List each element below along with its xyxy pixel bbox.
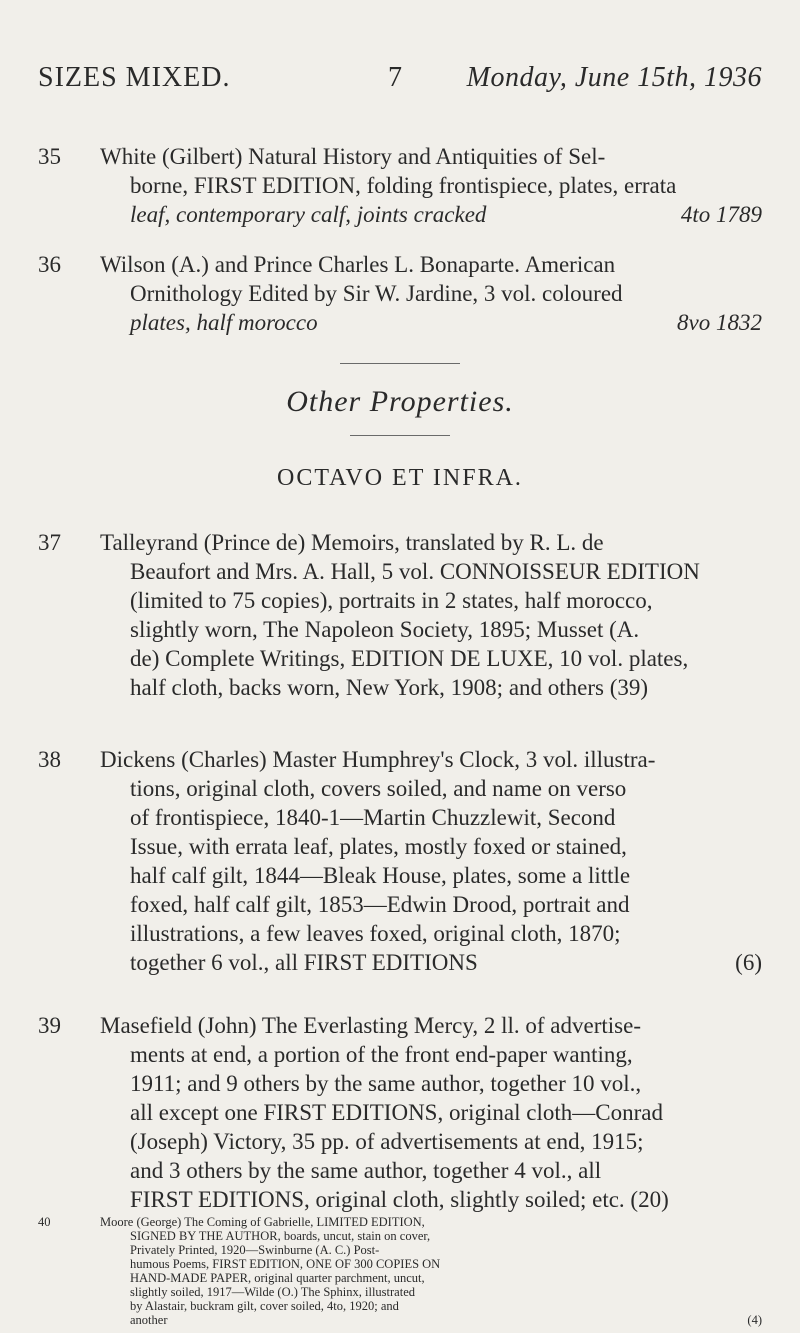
lot-description xyxy=(100,1011,762,1214)
lot-number: 39 xyxy=(38,1013,61,1038)
lot-line xyxy=(100,200,762,229)
section-title: Other Properties. xyxy=(286,385,514,418)
lot-description xyxy=(100,142,762,229)
lot-line-text: Privately Printed, 1920—Swinburne (A. C.) Post- xyxy=(130,1243,380,1257)
lot-line: Beaufort and Mrs. A. Hall, 5 vol. CONNOISSEUR EDITION xyxy=(130,559,700,584)
lot-line: Wilson (A.) and Prince Charles L. Bonaparte. American xyxy=(100,252,616,277)
lot-line-text: humous Poems, FIRST EDITION, ONE OF 300 COPIES ON xyxy=(130,1257,441,1271)
header-section-label: SIZES MIXED. xyxy=(38,62,231,93)
lot-number: 38 xyxy=(38,747,61,772)
lot-number: 36 xyxy=(38,252,61,277)
lot-line: illustrations, a few leaves foxed, original cloth, 1870; xyxy=(130,921,621,946)
lot-quantity: (4) xyxy=(747,1313,762,1327)
lot-description xyxy=(100,745,762,977)
lot-number: 40 xyxy=(38,1215,51,1229)
lot-line: Talleyrand (Prince de) Memoirs, translated by R. L. de xyxy=(100,530,604,555)
lot-line-text: Moore (George) The Coming of Gabrielle, LIMITED EDITION, xyxy=(100,1215,425,1229)
lot-line-text: HAND-MADE PAPER, original quarter parchment, uncut, xyxy=(130,1271,425,1285)
lot-line-text: SIGNED BY THE AUTHOR, boards, uncut, stain on cover, xyxy=(130,1229,431,1243)
lot-line: White (Gilbert) Natural History and Antiquities of Sel- xyxy=(100,144,606,169)
lot-line xyxy=(100,948,762,977)
lot-line-text: leaf, contemporary calf, joints cracked xyxy=(130,202,487,227)
running-head xyxy=(38,62,762,94)
lot-line: ments at end, a portion of the front end-paper wanting, xyxy=(130,1042,633,1067)
lot-line-text: another xyxy=(130,1313,168,1327)
lot-line-text: slightly soiled, 1917—Wilde (O.) The Sphinx, illustrated xyxy=(130,1285,416,1299)
lot-line xyxy=(100,1229,762,1243)
lot-line: all except one FIRST EDITIONS, original cloth—Conrad xyxy=(130,1100,663,1125)
lot-line: half cloth, backs worn, New York, 1908; and others (39) xyxy=(130,675,649,700)
lot-line xyxy=(100,308,762,337)
lot-line: de) Complete Writings, EDITION DE LUXE, 10 vol. plates, xyxy=(130,646,689,671)
divider-rule xyxy=(350,435,450,436)
lot-40 xyxy=(38,1215,762,1327)
lot-line-text: plates, half morocco xyxy=(130,310,318,335)
lot-description xyxy=(100,528,762,702)
lot-38 xyxy=(38,745,762,977)
lot-line-text: by Alastair, buckram gilt, cover soiled, 4to, 1920; and xyxy=(130,1299,399,1313)
lot-line: borne, FIRST EDITION, folding frontispiece, plates, errata xyxy=(130,173,677,198)
lot-line xyxy=(100,1243,762,1257)
lot-number: 35 xyxy=(38,144,61,169)
lot-description xyxy=(100,1215,762,1327)
lot-line: slightly worn, The Napoleon Society, 1895; Musset (A. xyxy=(130,617,640,642)
lot-line: tions, original cloth, covers soiled, and name on verso xyxy=(130,776,627,801)
lot-format-date: 8vo 1832 xyxy=(677,310,762,335)
lot-line: and 3 others by the same author, together 4 vol., all xyxy=(130,1158,602,1183)
lot-35 xyxy=(38,142,762,229)
sale-date: Monday, June 15th, 1936 xyxy=(466,62,762,93)
divider-rule xyxy=(340,363,460,364)
section-subtitle: OCTAVO ET INFRA. xyxy=(277,465,523,491)
lot-line: Issue, with errata leaf, plates, mostly foxed or stained, xyxy=(130,834,627,859)
lot-line: foxed, half calf gilt, 1853—Edwin Drood, portrait and xyxy=(130,892,630,917)
lot-number: 37 xyxy=(38,530,61,555)
lot-36 xyxy=(38,250,762,337)
lot-line xyxy=(100,1257,762,1271)
lot-quantity: (6) xyxy=(735,950,762,975)
lot-line: FIRST EDITIONS, original cloth, slightly soiled; etc. (20) xyxy=(130,1187,669,1212)
lot-line-text: together 6 vol., all FIRST EDITIONS xyxy=(130,950,478,975)
lot-line: of frontispiece, 1840-1—Martin Chuzzlewit, Second xyxy=(130,805,616,830)
page-number: 7 xyxy=(388,62,403,93)
lot-line: (limited to 75 copies), portraits in 2 states, half morocco, xyxy=(130,588,653,613)
lot-line: Ornithology Edited by Sir W. Jardine, 3 vol. coloured xyxy=(130,281,623,306)
lot-line: 1911; and 9 others by the same author, together 10 vol., xyxy=(130,1071,642,1096)
lot-format-date: 4to 1789 xyxy=(680,202,762,227)
lot-39 xyxy=(38,1011,762,1214)
lot-line xyxy=(100,1313,762,1327)
lot-line: half calf gilt, 1844—Bleak House, plates, some a little xyxy=(130,863,631,888)
lot-description xyxy=(100,250,762,337)
lot-line: Masefield (John) The Everlasting Mercy, 2 ll. of advertise- xyxy=(100,1013,641,1038)
lot-37 xyxy=(38,528,762,702)
lot-line xyxy=(100,1285,762,1299)
lot-line xyxy=(100,1299,762,1313)
lot-line xyxy=(100,1215,762,1229)
lot-line: (Joseph) Victory, 35 pp. of advertisements at end, 1915; xyxy=(130,1129,644,1154)
lot-line: Dickens (Charles) Master Humphrey's Clock, 3 vol. illustra- xyxy=(100,747,656,772)
lot-line xyxy=(100,1271,762,1285)
